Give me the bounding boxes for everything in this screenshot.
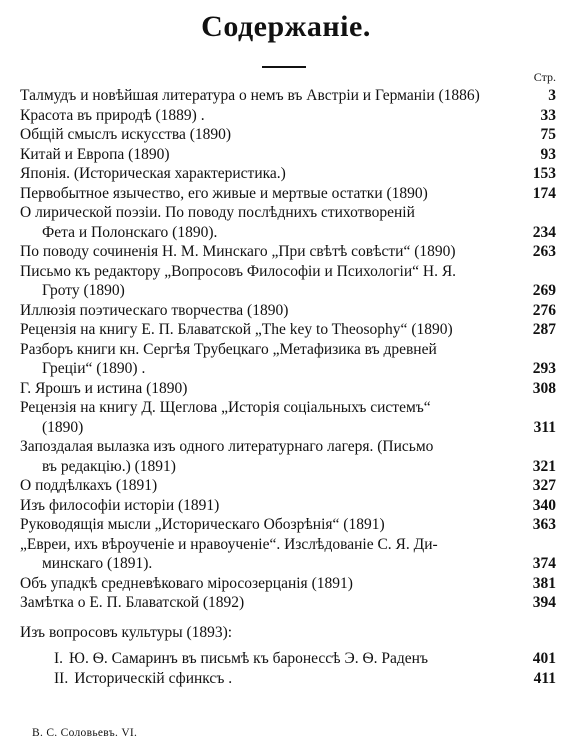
toc-subentry-title xyxy=(54,649,520,669)
toc-entry-page: 174 xyxy=(532,184,556,202)
toc-entry-page: 263 xyxy=(532,243,556,260)
toc-entry xyxy=(0,574,572,594)
toc-subentry-text: Историческій сфинксъ . xyxy=(74,669,233,687)
toc-entry-line: Китай и Европа (1890) xyxy=(20,145,170,163)
toc-entry-line: Иллюзія поэтическаго творчества (1890) xyxy=(20,301,289,319)
toc-subentry-text: Ю. Ѳ. Самаринъ въ письмѣ къ баронессѣ Э. Ѳ. Раденъ xyxy=(69,650,428,667)
page-column-header: Стр. xyxy=(533,70,556,84)
toc-entry-title xyxy=(20,379,520,399)
toc-entry xyxy=(0,145,572,165)
toc-entry-line: Талмудъ и новѣйшая литература о немъ въ Австріи и Германіи (1886) xyxy=(20,87,480,104)
toc-entry-page: 3 xyxy=(548,87,556,104)
toc-entry-title xyxy=(20,125,520,145)
toc-entry-page: 33 xyxy=(540,106,556,124)
toc-entry-page: 327 xyxy=(532,477,556,494)
toc-entry-title xyxy=(20,476,520,496)
toc-entry-line: Японія. (Историческая характеристика.) xyxy=(20,165,286,182)
toc-entry-title xyxy=(20,145,520,165)
toc-entry xyxy=(0,320,572,340)
toc-entry-line: Разборъ книги кн. Сергѣя Трубецкаго „Метафизика въ древней xyxy=(20,340,437,358)
page-footer: В. С. Соловьевъ. VI. xyxy=(32,727,138,739)
toc-entry xyxy=(0,203,572,242)
toc-entry-line: Руководящія мысли „Историческаго Обозрѣнія“ (1891) xyxy=(20,516,385,533)
toc-entry-title xyxy=(20,340,520,379)
toc-entry xyxy=(0,301,572,321)
toc-subentry-page: 401 xyxy=(532,650,556,667)
toc-entry-title xyxy=(20,164,520,184)
toc-entry-line: О лирической поэзіи. По поводу послѣднихъ стихотвореній xyxy=(20,204,415,221)
toc-entry-line: Общій смыслъ искусства (1890) xyxy=(20,126,232,143)
toc-entry-line: „Евреи, ихъ вѣроученіе и нравоученіе“. Изслѣдованіе С. Я. Ди- xyxy=(20,535,438,553)
toc-entry-title xyxy=(20,184,520,204)
toc-entry-line: Замѣтка о Е. П. Блаватской (1892) xyxy=(20,594,245,611)
toc-entry-page: 311 xyxy=(533,418,556,436)
toc-entry-line: О поддѣлкахъ (1891) xyxy=(20,477,158,494)
toc-entry xyxy=(0,86,572,106)
toc-entry-page: 321 xyxy=(532,457,556,475)
toc-entry xyxy=(0,379,572,399)
toc-entry xyxy=(0,535,572,574)
toc-entry xyxy=(0,106,572,126)
toc-entry-page: 269 xyxy=(532,282,556,299)
toc-entry xyxy=(0,125,572,145)
toc-subentry-page: 411 xyxy=(533,669,556,687)
toc-entry xyxy=(0,340,572,379)
toc-entry-page: 153 xyxy=(532,165,556,182)
toc-entry-title xyxy=(20,515,520,535)
toc-entry-page: 394 xyxy=(532,594,556,611)
contents-list xyxy=(0,86,572,688)
toc-entry-title xyxy=(20,262,520,301)
toc-entry-page: 308 xyxy=(532,379,556,397)
toc-entry xyxy=(0,496,572,516)
toc-entry-line: Письмо къ редактору „Вопросовъ Философіи и Психологіи“ Н. Я. xyxy=(20,262,457,280)
toc-subentry-number: II. xyxy=(54,669,69,687)
toc-entry-title xyxy=(20,535,520,574)
toc-subentry xyxy=(0,669,572,689)
toc-entry-page: 75 xyxy=(540,126,556,143)
toc-entry-title xyxy=(20,301,520,321)
toc-entry-page: 374 xyxy=(532,555,556,572)
toc-entry-title xyxy=(20,593,520,613)
toc-entry xyxy=(0,593,572,613)
toc-entry-page: 381 xyxy=(532,574,556,592)
toc-entry-line: Фета и Полонскаго (1890). xyxy=(42,223,218,241)
toc-entry xyxy=(0,184,572,204)
toc-entry-line: Красота въ природѣ (1889) . xyxy=(20,106,205,124)
toc-entry-line: Объ упадкѣ средневѣковаго міросозерцанія (1891) xyxy=(20,574,353,592)
toc-entry-line: въ редакцію.) (1891) xyxy=(42,457,176,475)
toc-entry-line: Изъ философіи исторіи (1891) xyxy=(20,496,220,514)
section-heading: Изъ вопросовъ культуры (1893): xyxy=(20,623,233,641)
toc-entry-line: (1890) xyxy=(42,418,84,436)
toc-entry xyxy=(0,164,572,184)
toc-entry-page: 234 xyxy=(532,223,556,241)
toc-entry xyxy=(0,476,572,496)
toc-entry-title xyxy=(20,242,520,262)
toc-entry xyxy=(0,437,572,476)
toc-entry-page: 287 xyxy=(532,321,556,338)
toc-entry-title xyxy=(20,106,520,126)
toc-entry-line: Рецензія на книгу Д. Щеглова „Исторія соціальныхъ системъ“ xyxy=(20,399,431,416)
title-divider xyxy=(262,66,306,68)
toc-entry-page: 276 xyxy=(532,301,556,319)
toc-entry xyxy=(0,398,572,437)
toc-entry-title xyxy=(20,398,520,437)
toc-entry-line: Греціи“ (1890) . xyxy=(42,360,146,377)
toc-entry-line: минскаго (1891). xyxy=(42,555,153,572)
toc-entry-page: 93 xyxy=(540,145,556,163)
toc-entry-title xyxy=(20,86,520,106)
toc-subentry-title xyxy=(54,669,520,689)
toc-entry-title xyxy=(20,203,520,242)
toc-entry-line: Гроту (1890) xyxy=(42,282,125,299)
toc-entry-line: По поводу сочиненія Н. М. Минскаго „При свѣтѣ совѣсти“ (1890) xyxy=(20,243,456,260)
toc-entry xyxy=(0,242,572,262)
toc-entry-page: 293 xyxy=(532,360,556,377)
toc-entry-title xyxy=(20,574,520,594)
toc-entry-line: Запоздалая вылазка изъ одного литературнаго лагеря. (Письмо xyxy=(20,438,434,455)
toc-subentry xyxy=(0,649,572,669)
toc-entry-title xyxy=(20,320,520,340)
toc-entry-page: 340 xyxy=(532,496,556,514)
toc-entry-line: Первобытное язычество, его живые и мертвые остатки (1890) xyxy=(20,184,428,202)
toc-entry xyxy=(0,262,572,301)
toc-entry-line: Рецензія на книгу Е. П. Блаватской „The key to Theosophy“ (1890) xyxy=(20,321,453,338)
toc-entry-line: Г. Ярошъ и истина (1890) xyxy=(20,379,188,397)
toc-subentry-number: I. xyxy=(54,650,64,667)
toc-entry xyxy=(0,515,572,535)
toc-entry-title xyxy=(20,437,520,476)
page-title: Содержаніе. xyxy=(201,10,371,43)
toc-entry-page: 363 xyxy=(532,516,556,533)
toc-entry-title xyxy=(20,496,520,516)
